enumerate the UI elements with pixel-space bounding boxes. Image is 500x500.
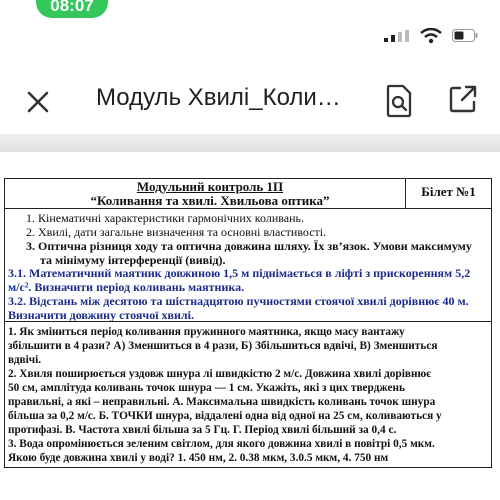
wifi-icon — [420, 28, 442, 44]
document-subheading: “Коливання та хвилі. Хвильова оптика” — [90, 193, 330, 208]
question-line: вдвічі. — [8, 354, 42, 366]
signal-icon — [384, 30, 412, 42]
question-line: Якою буде довжина хвилі у воді? 1. 450 нм, 2. 0.38 мкм, 3.0.5 мкм, 4. 750 нм — [8, 452, 389, 464]
problem-line: 3.2. Відстань між десятою та шістнадцятою пучностями стоячої хвилі дорівнює 40 м. — [8, 294, 469, 308]
question-line: збільшити в 4 рази? А) Зменшиться в 4 рази, Б) Збільшиться вдвічі, В) Зменшиться — [8, 340, 438, 352]
close-icon[interactable] — [22, 86, 54, 118]
search-document-icon[interactable] — [384, 84, 414, 118]
status-time: 08:07 — [36, 0, 108, 18]
theory-item: 3. Оптична різниця ходу та оптична довжина шляху. Їх зв’язок. Умови максимуму — [26, 239, 472, 253]
ticket-number: Білет №1 — [421, 184, 476, 199]
theory-item: та мінімуму інтерференції (вивід). — [40, 253, 226, 267]
question-line: більша за 0,2 м/с. Б. ТОЧКИ шнура, віддалені одна від одної на 25 см, коливаються у — [8, 410, 442, 422]
question-line: 50 см, амплітуда коливань точок шнура — 1 см. Укажіть, які з цих тверджень — [8, 382, 405, 394]
theory-item: 1. Кінематичні характеристики гармонічних коливань. — [26, 211, 304, 225]
document-heading: Модульний контроль 1П — [136, 179, 284, 194]
toolbar-shadow — [0, 134, 500, 152]
battery-icon — [452, 29, 478, 42]
question-line: 2. Хвиля поширюється уздовж шнура лі швидкістю 2 м/с. Довжина хвилі дорівнює — [8, 368, 431, 380]
problem-line: 3.1. Математичний маятник довжиною 1,5 м піднімається в ліфті з прискоренням 5,2 — [8, 266, 471, 280]
problem-line: Визначити довжину стоячої хвилі. — [8, 308, 194, 322]
document-title: Модуль Хвилі_Коли… — [96, 84, 341, 111]
question-line: 1. Як зміниться період коливання пружинного маятника, якщо масу вантажу — [8, 326, 405, 338]
problem-line: м/с². Визначити період коливань маятника. — [8, 280, 245, 294]
theory-item: 2. Хвилі, дати загальне визначення та основні властивості. — [26, 225, 327, 239]
question-line: правильні, а які – неправильні. А. Максимальна швидкість коливань точок шнура — [8, 396, 436, 408]
share-icon[interactable] — [448, 84, 478, 114]
question-line: протифазі. В. Частота хвилі більша за 5 Гц. Г. Період хвилі більший за 0,4 с. — [8, 424, 397, 436]
question-line: 3. Вода опромінюється зеленим світлом, для якого довжина хвилі в повітрі 0,5 мкм. — [8, 438, 435, 450]
status-bar — [0, 0, 500, 48]
